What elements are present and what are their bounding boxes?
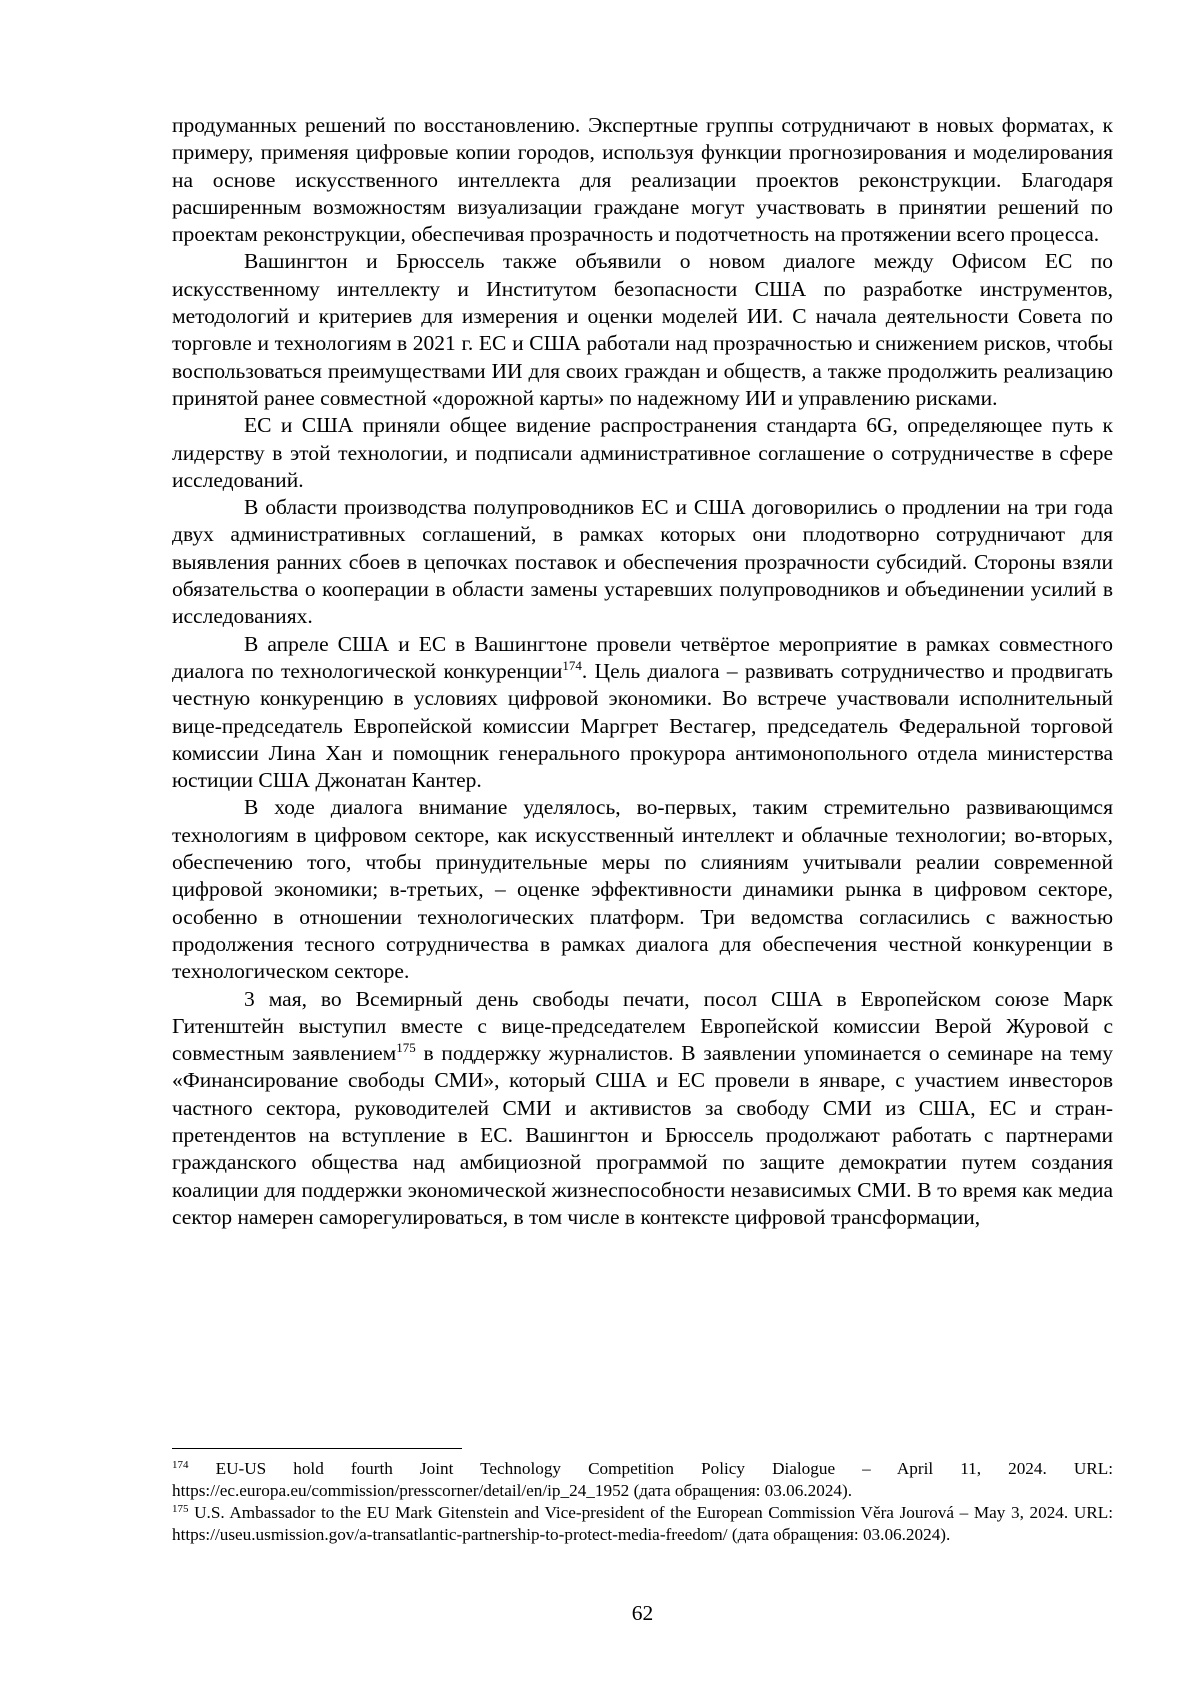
footnote-175	[172, 1502, 1113, 1546]
footnote-ref-175[interactable]: 175	[396, 1040, 416, 1056]
page-number: 62	[631, 1601, 654, 1625]
footnotes	[172, 1458, 1113, 1546]
paragraph-2: Вашингтон и Брюссель также объявили о новом диалоге между Офисом ЕС по искусственному интеллекту и Институтом безопасности США по разработке инструментов, методологий и критериев для измерения и оценки моделей ИИ. С начала деятельности Совета по торговле и технологиям в 2021 г. ЕС и США работали над прозрачностью и снижением рисков, чтобы воспользоваться преимуществами ИИ для своих граждан и обществ, а также продолжить реализацию принятой ранее совместной «дорожной карты» по надежному ИИ и управлению рисками.	[172, 249, 1113, 410]
footnote-174	[172, 1458, 1113, 1502]
footnote-number: 174	[172, 1459, 189, 1471]
paragraph-6: В ходе диалога внимание уделялось, во-первых, таким стремительно развивающимся технологиям в цифровом секторе, как искусственный интеллект и облачные технологии; во-вторых, обеспечению того, чтобы принудительные меры по слияниям учитывали реалии современной цифровой экономики; в-третьих, – оценке эффективности динамики рынка в цифровом секторе, особенно в отношении технологических платформ. Три ведомства согласились с важностью продолжения тесного сотрудничества в рамках диалога для обеспечения честной конкуренции в технологическом секторе.	[172, 795, 1113, 984]
footnote-ref-174[interactable]: 174	[562, 657, 582, 673]
footnote-number: 175	[172, 1503, 189, 1515]
paragraph-7-text-start: 3 мая, во Всемирный день свободы печати, посол США в Европейском союзе Марк Гитенштейн выступил вместе с вице-председателем Европейской комиссии Верой Журовой с совместным заявлением	[172, 986, 1113, 1066]
document-body	[172, 112, 1113, 1231]
paragraph-5-text-end: . Цель диалога – развивать сотрудничество и продвигать честную конкуренцию в условиях цифровой экономики. Во встрече участвовали исполнительный вице-председатель Европейской комиссии Маргрет Вестагер, председатель Федеральной торговой комиссии Лина Хан и помощник генерального прокурора антимонопольного отдела министерства юстиции США Джонатан Кантер.	[172, 658, 1113, 793]
paragraph-5-text-start: В апреле США и ЕС в Вашингтоне провели четвёртое мероприятие в рамках совместного диалога по технологической конкуренции	[172, 631, 1113, 683]
footnote-text: U.S. Ambassador to the EU Mark Gitenstein and Vice-president of the European Commission Věra Jourová – May 3, 2024. URL: https://useu.usmission.gov/a-transatlantic-partnership-to-protect-media-freedom/ (дата обращения: 03.06.2024).	[172, 1503, 1113, 1544]
paragraph-4: В области производства полупроводников ЕС и США договорились о продлении на три года двух административных соглашений, в рамках которых они плодотворно сотрудничают для выявления ранних сбоев в цепочках поставок и обеспечения прозрачности субсидий. Стороны взяли обязательства о кооперации в области замены устаревших полупроводников и объединении усилий в исследованиях.	[172, 495, 1113, 629]
paragraph-7-text-end: в поддержку журналистов. В заявлении упоминается о семинаре на тему «Финансирование свободы СМИ», который США и ЕС провели в январе, с участием инвесторов частного сектора, руководителей СМИ и активистов за свободу СМИ из США, ЕС и стран-претендентов на вступление в ЕС. Вашингтон и Брюссель продолжают работать с партнерами гражданского общества над амбициозной программой по защите демократии путем создания коалиции для поддержки экономической жизнеспособности независимых СМИ. В то время как медиа сектор намерен саморегулироваться, в том числе в контексте цифровой трансформации,	[172, 1041, 1114, 1229]
paragraph-5	[172, 631, 1113, 795]
footnote-separator	[172, 1448, 462, 1449]
paragraph-1: продуманных решений по восстановлению. Экспертные группы сотрудничают в новых форматах, к примеру, применяя цифровые копии городов, используя функции прогнозирования и моделирования на основе искусственного интеллекта для реализации проектов реконструкции. Благодаря расширенным возможностям визуализации граждане могут участвовать в принятии решений по проектам реконструкции, обеспечивая прозрачность и подотчетность на протяжении всего процесса.	[172, 113, 1113, 247]
paragraph-3: ЕС и США приняли общее видение распространения стандарта 6G, определяющее путь к лидерству в этой технологии, и подписали административное соглашение о сотрудничестве в сфере исследований.	[172, 413, 1113, 492]
paragraph-7	[172, 986, 1113, 1232]
footnote-text: EU-US hold fourth Joint Technology Competition Policy Dialogue – April 11, 2024. URL: https://ec.europa.eu/commission/presscorner/detail/en/ip_24_1952 (дата обращения: 03.06.2024).	[172, 1459, 1113, 1500]
